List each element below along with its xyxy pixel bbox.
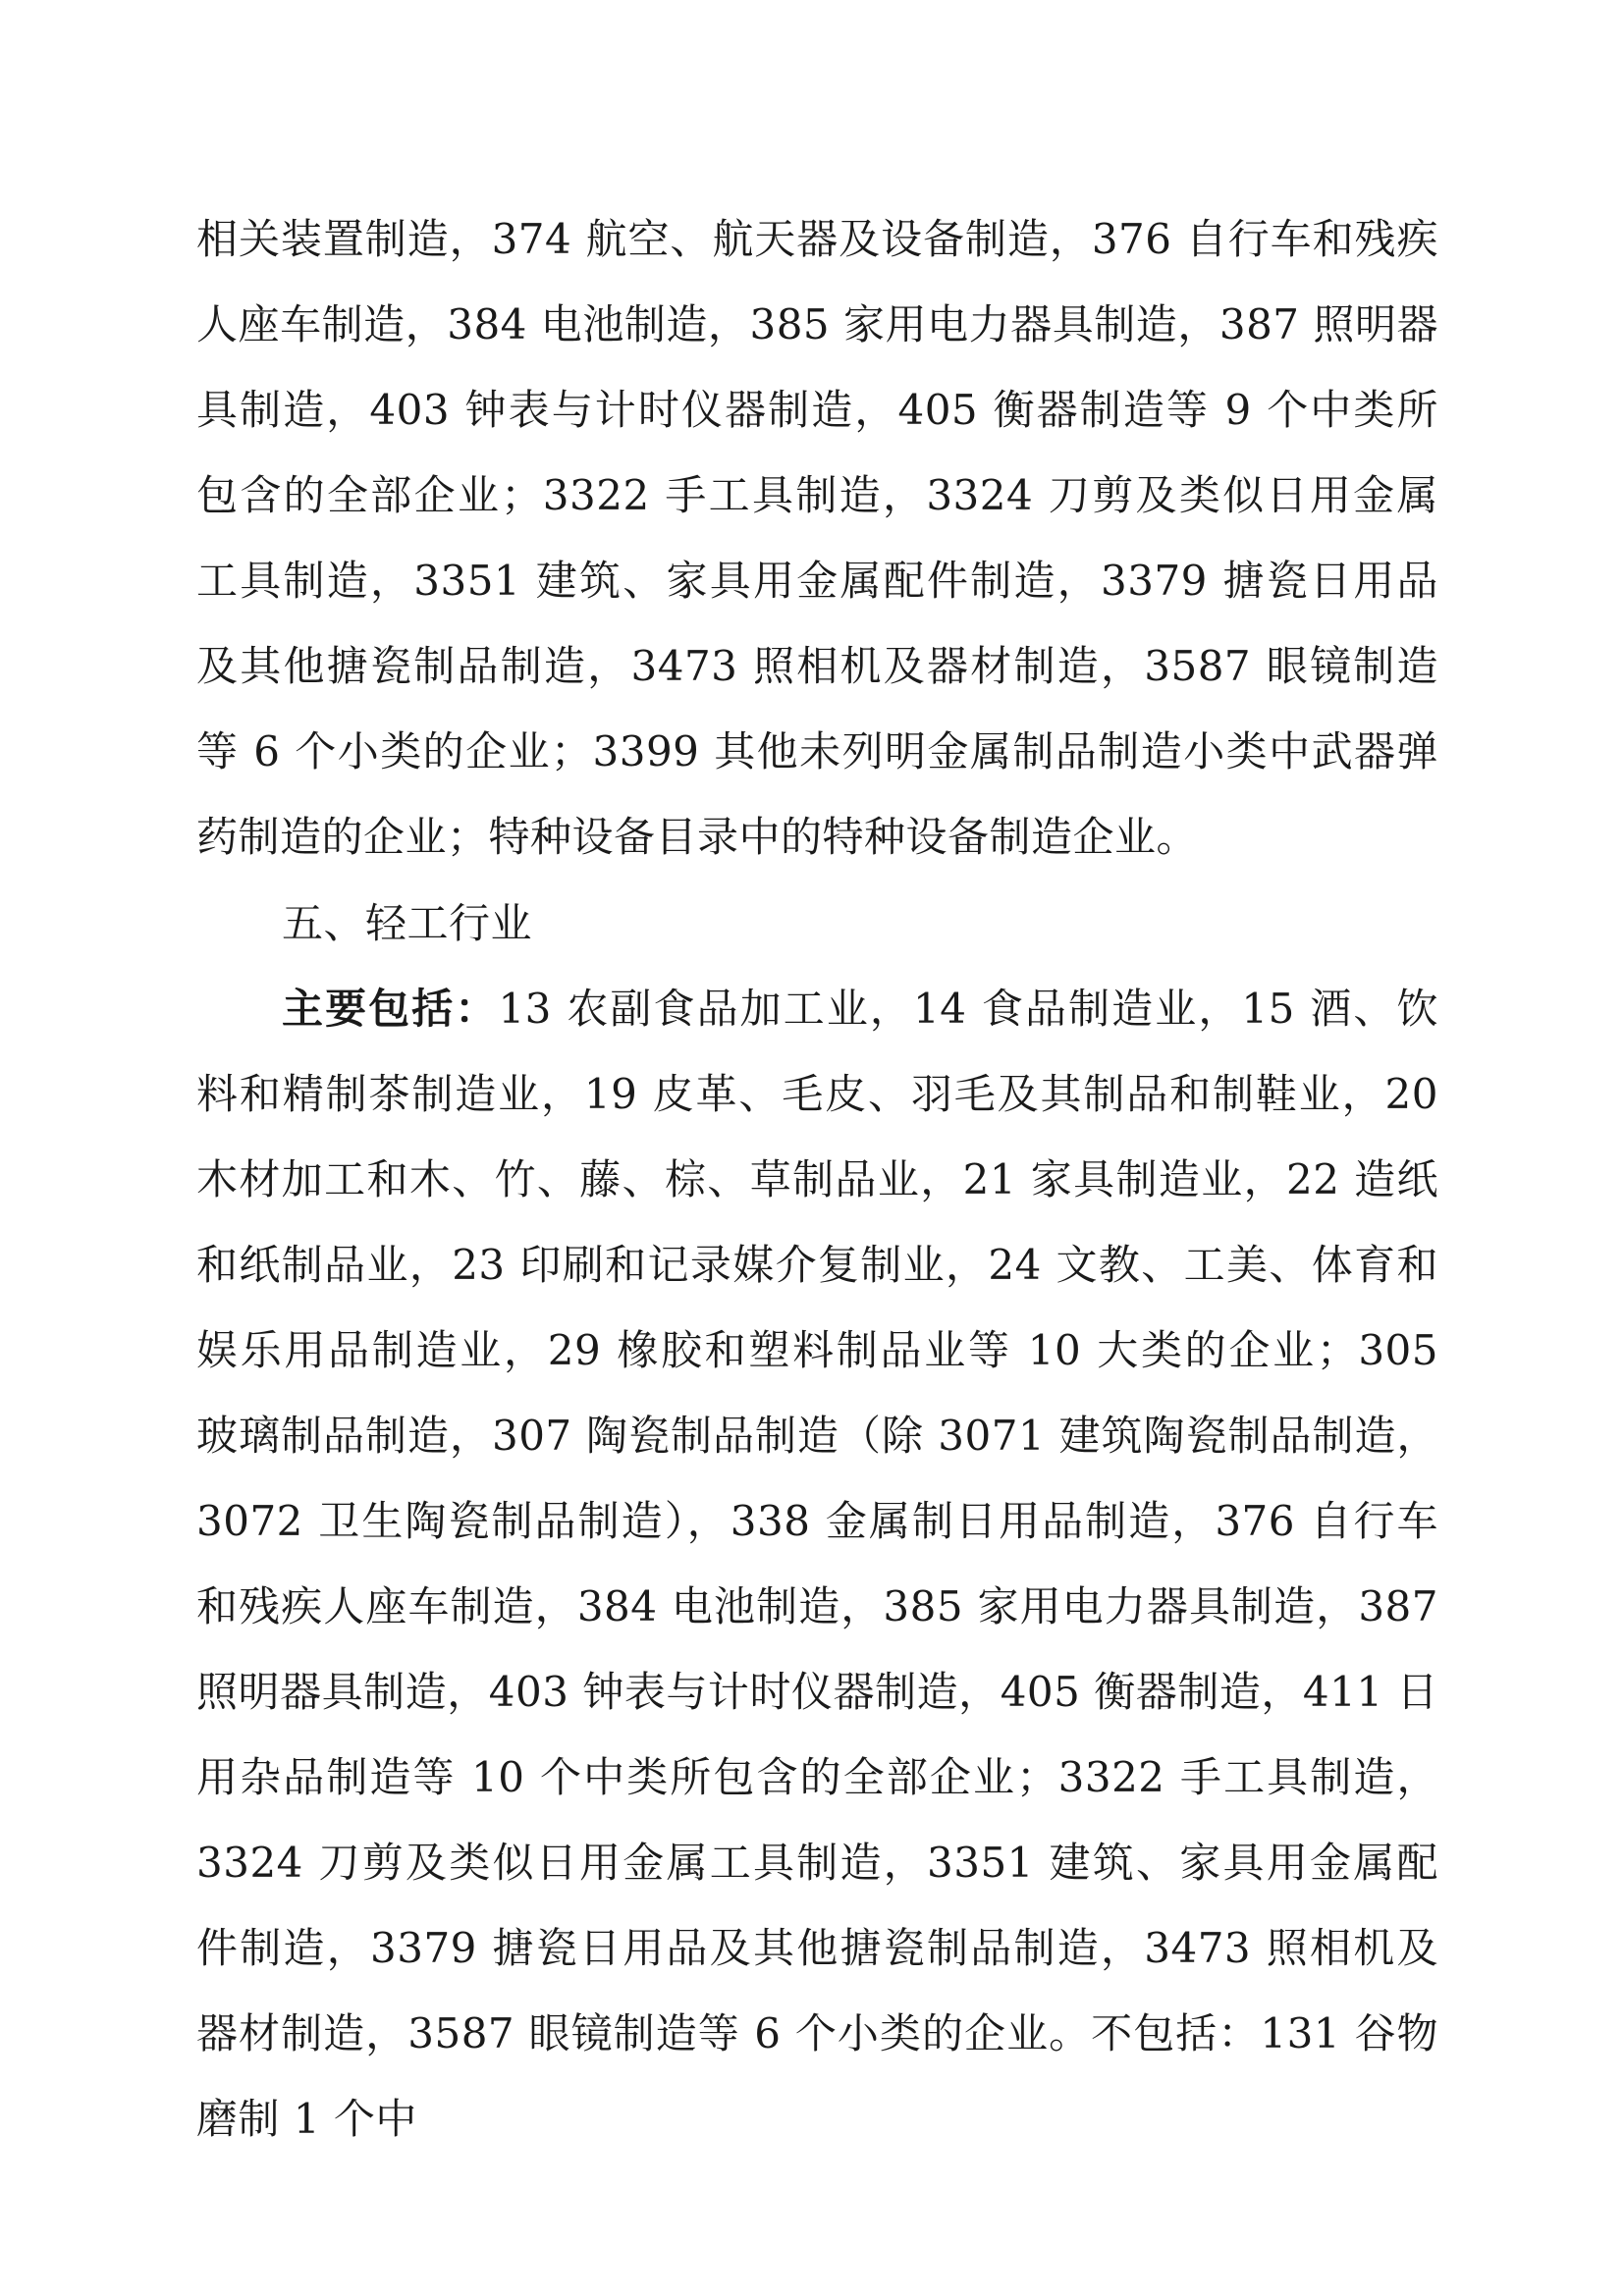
main-paragraph-text: 13 农副食品加工业，14 食品制造业，15 酒、饮料和精制茶制造业，19 皮革、毛皮、羽毛及其制品和制鞋业，20 木材加工和木、竹、藤、棕、草制品业，21 家具制造业，22 造纸和纸制品业，23 印刷和记录媒介复制业，24 文教、工美、体育和娱乐用品制造业，29 橡胶和塑料制品业等 10 大类的企业；305 玻璃制品制造，307 陶瓷制品制造（除 3071 建筑陶瓷制品制造，3072 卫生陶瓷制品制造），338 金属制日用品制造，376 自行车和残疾人座车制造，384 电池制造，385 家用电力器具制造，387 照明器具制造，403 钟表与计时仪器制造，405 衡器制造，411 日用杂品制造等 10 个中类所包含的全部企业；3322 手工具制造，3324 刀剪及类似日用金属工具制造，3351 建筑、家具用金属配件制造，3379 搪瓷日用品及其他搪瓷制品制造，3473 照相机及器材制造，3587 眼镜制造等 6 个小类的企业。不包括：131 谷物磨制 1 个中 (196, 985, 1438, 2143)
main-paragraph (196, 966, 1438, 2162)
continuation-paragraph: 相关装置制造，374 航空、航天器及设备制造，376 自行车和残疾人座车制造，384 电池制造，385 家用电力器具制造，387 照明器具制造，403 钟表与计时仪器制造，405 衡器制造等 9 个中类所包含的全部企业；3322 手工具制造，3324 刀剪及类似日用金属工具制造，3351 建筑、家具用金属配件制造，3379 搪瓷日用品及其他搪瓷制品制造，3473 照相机及器材制造，3587 眼镜制造等 6 个小类的企业；3399 其他未列明金属制品制造小类中武器弹药制造的企业；特种设备目录中的特种设备制造企业。 (196, 215, 1438, 861)
section-heading: 五、轻工行业 (282, 899, 533, 947)
main-paragraph-label: 主要包括： (282, 985, 499, 1033)
